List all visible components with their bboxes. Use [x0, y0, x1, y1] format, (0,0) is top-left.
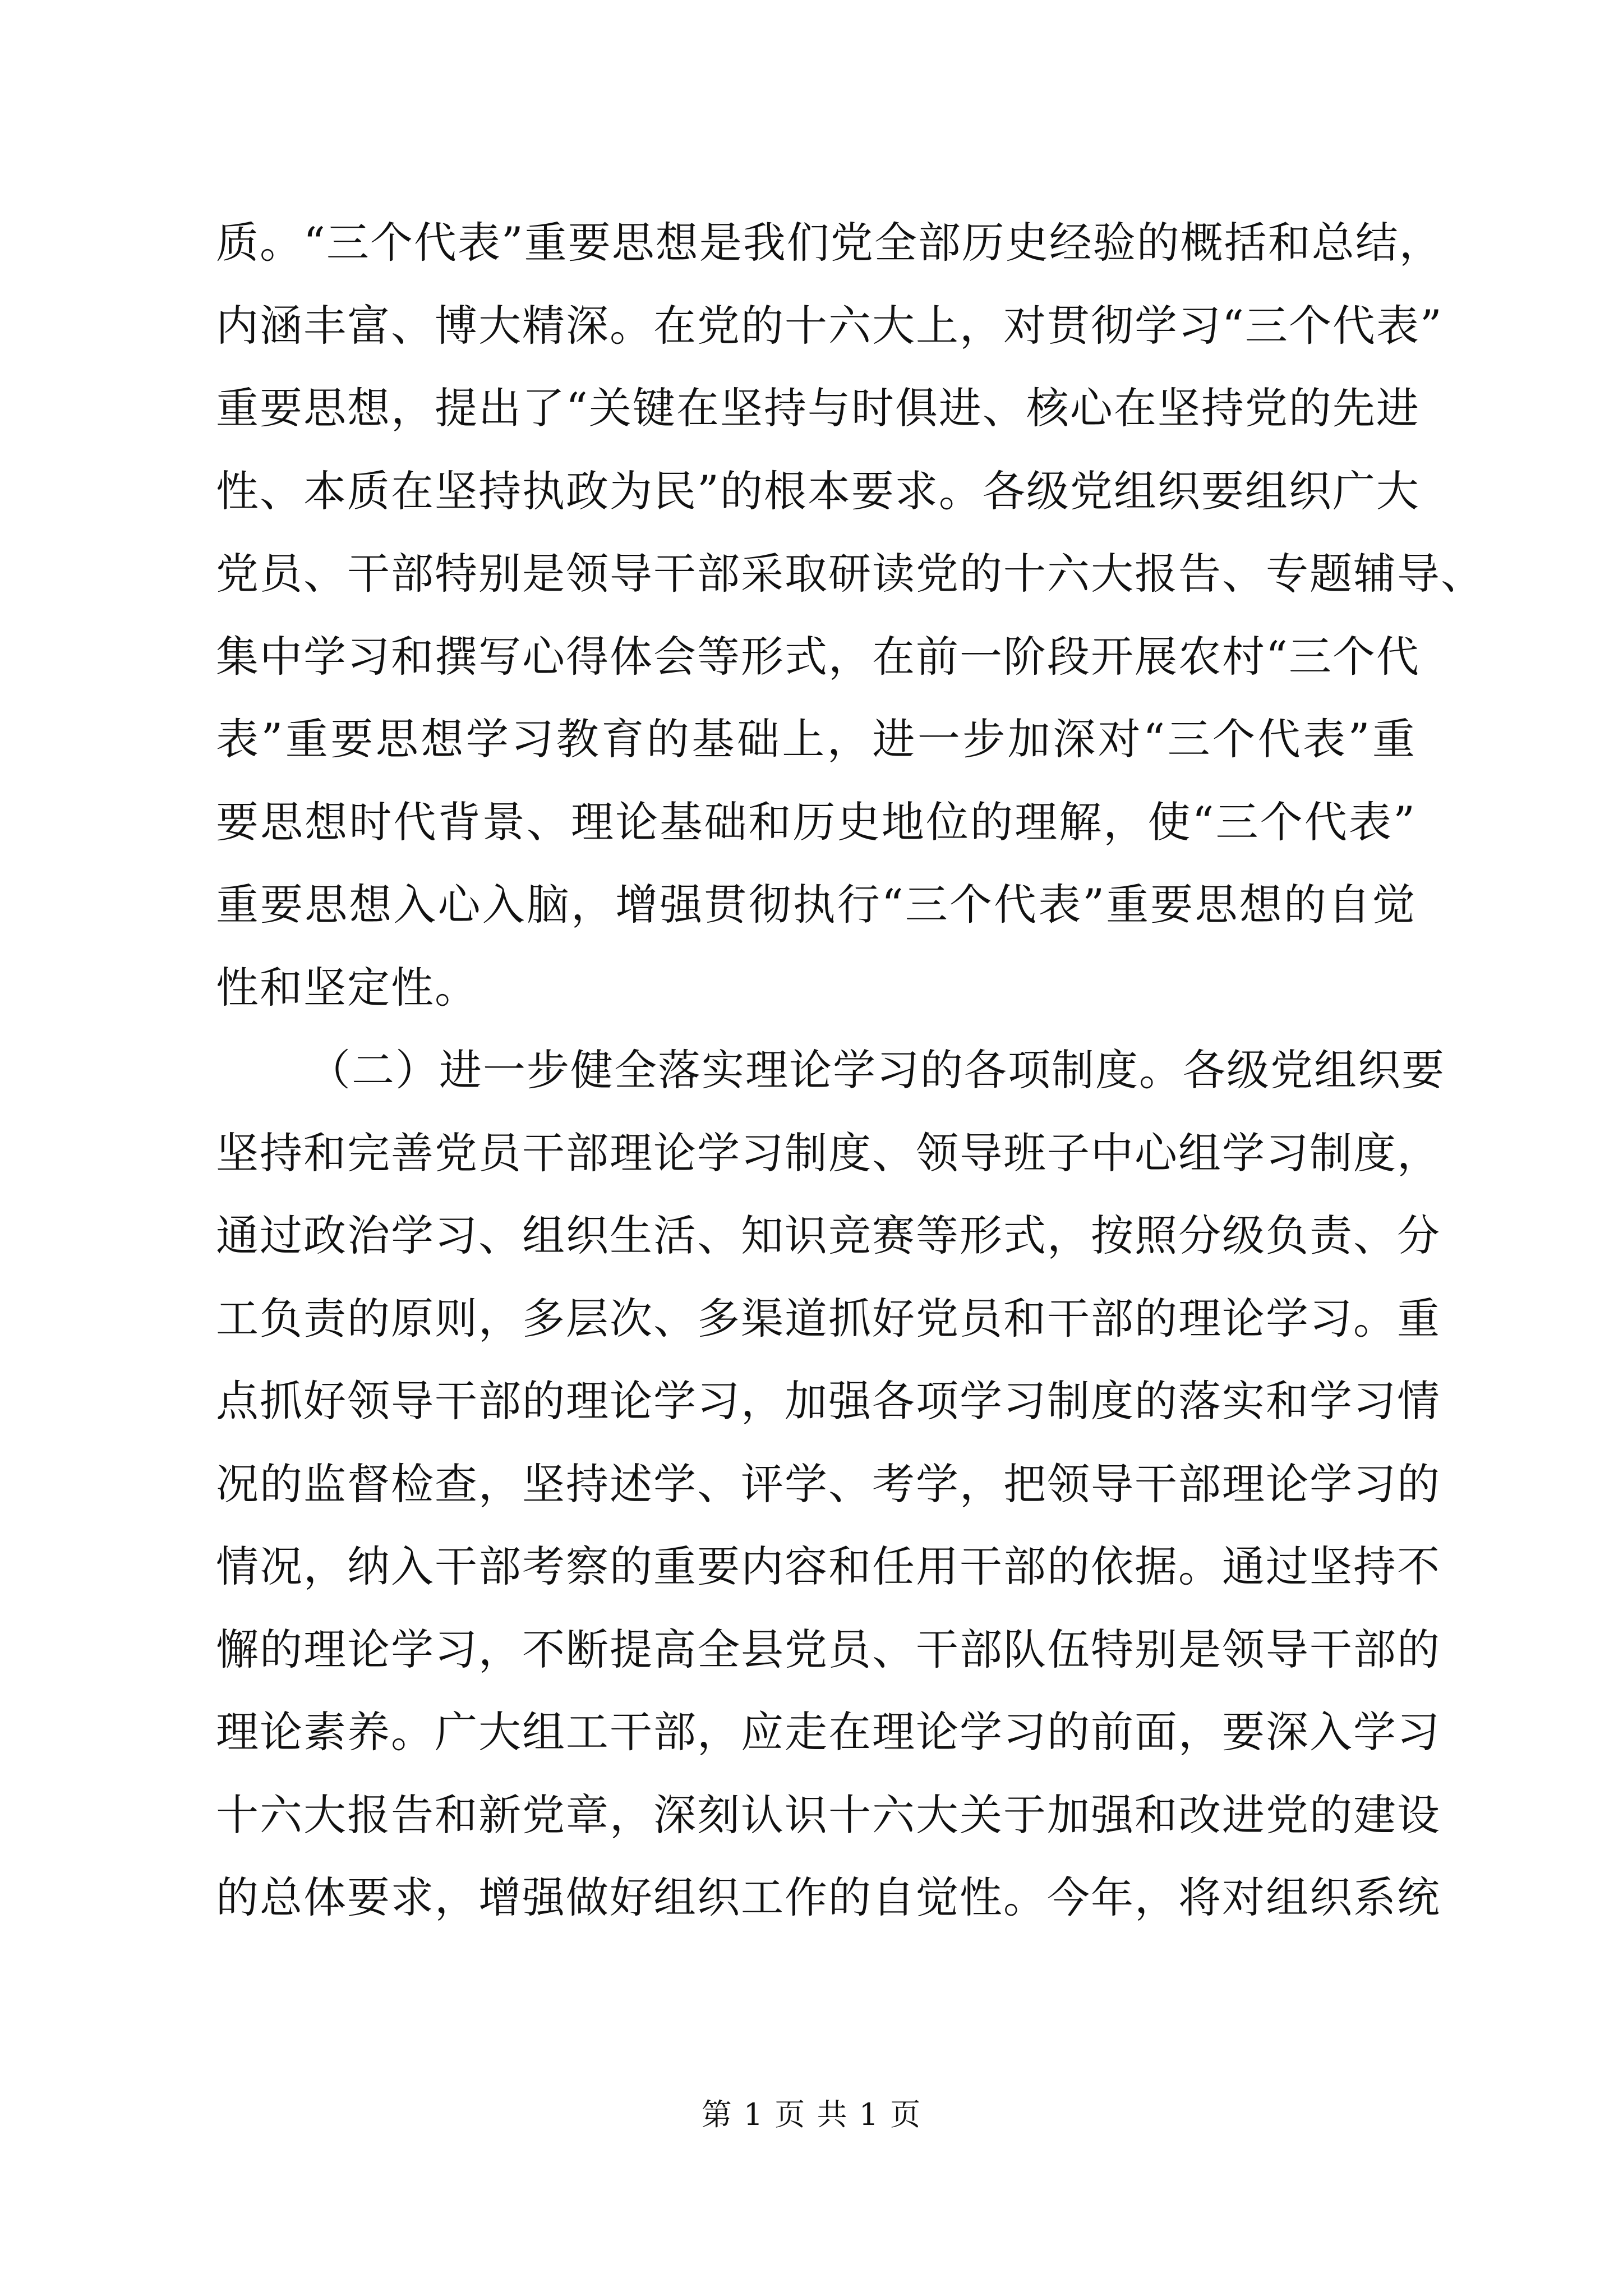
paragraph-2-line-9: 理论素养。广大组工干部，应走在理论学习的前面，要深入学习 — [216, 1707, 1441, 1757]
paragraph-1-line-10: 性和坚定性。 — [216, 963, 478, 1013]
paragraph-2-line-6: 况的监督检查，坚持述学、评学、考学，把领导干部理论学习的 — [216, 1459, 1441, 1509]
paragraph-1-line-2: 内涵丰富、博大精深。在党的十六大上，对贯彻学习“三个代表” — [216, 301, 1443, 351]
paragraph-2-line-10: 十六大报告和新党章，深刻认识十六大关于加强和改进党的建设 — [216, 1790, 1441, 1840]
page-footer: 第 1 页 共 1 页 — [701, 2097, 922, 2132]
paragraph-2-line-3: 通过政治学习、组织生活、知识竞赛等形式，按照分级负责、分 — [216, 1211, 1441, 1260]
paragraph-1-line-8: 要思想时代背景、理论基础和历史地位的理解，使“三个代表” — [216, 797, 1416, 847]
paragraph-2-line-2: 坚持和完善党员干部理论学习制度、领导班子中心组学习制度， — [216, 1128, 1441, 1178]
paragraph-1-line-4: 性、本质在坚持执政为民”的根本要求。各级党组织要组织广大 — [216, 466, 1420, 516]
paragraph-1-line-9: 重要思想入心入脑，增强贯彻执行“三个代表”重要思想的自觉 — [216, 880, 1416, 930]
paragraph-2-line-11: 的总体要求，增强做好组织工作的自觉性。今年，将对组织系统 — [216, 1872, 1441, 1922]
paragraph-2-line-8: 懈的理论学习，不断提高全县党员、干部队伍特别是领导干部的 — [216, 1625, 1441, 1674]
paragraph-1-line-5: 党员、干部特别是领导干部采取研读党的十六大报告、专题辅导、 — [216, 549, 1484, 599]
paragraph-1-line-7: 表”重要思想学习教育的基础上，进一步加深对“三个代表”重 — [216, 714, 1416, 764]
paragraph-2-line-1: （二）进一步健全落实理论学习的各项制度。各级党组织要 — [308, 1045, 1445, 1095]
paragraph-2-line-5: 点抓好领导干部的理论学习，加强各项学习制度的落实和学习情 — [216, 1376, 1441, 1426]
paragraph-2-line-4: 工负责的原则，多层次、多渠道抓好党员和干部的理论学习。重 — [216, 1294, 1441, 1343]
paragraph-2-line-7: 情况，纳入干部考察的重要内容和任用干部的依据。通过坚持不 — [216, 1542, 1441, 1591]
paragraph-1-line-3: 重要思想，提出了“关键在坚持与时俱进、核心在坚持党的先进 — [216, 383, 1420, 433]
paragraph-1-line-1: 质。“三个代表”重要思想是我们党全部历史经验的概括和总结， — [216, 218, 1443, 268]
paragraph-1-line-6: 集中学习和撰写心得体会等形式，在前一阶段开展农村“三个代 — [216, 632, 1420, 682]
